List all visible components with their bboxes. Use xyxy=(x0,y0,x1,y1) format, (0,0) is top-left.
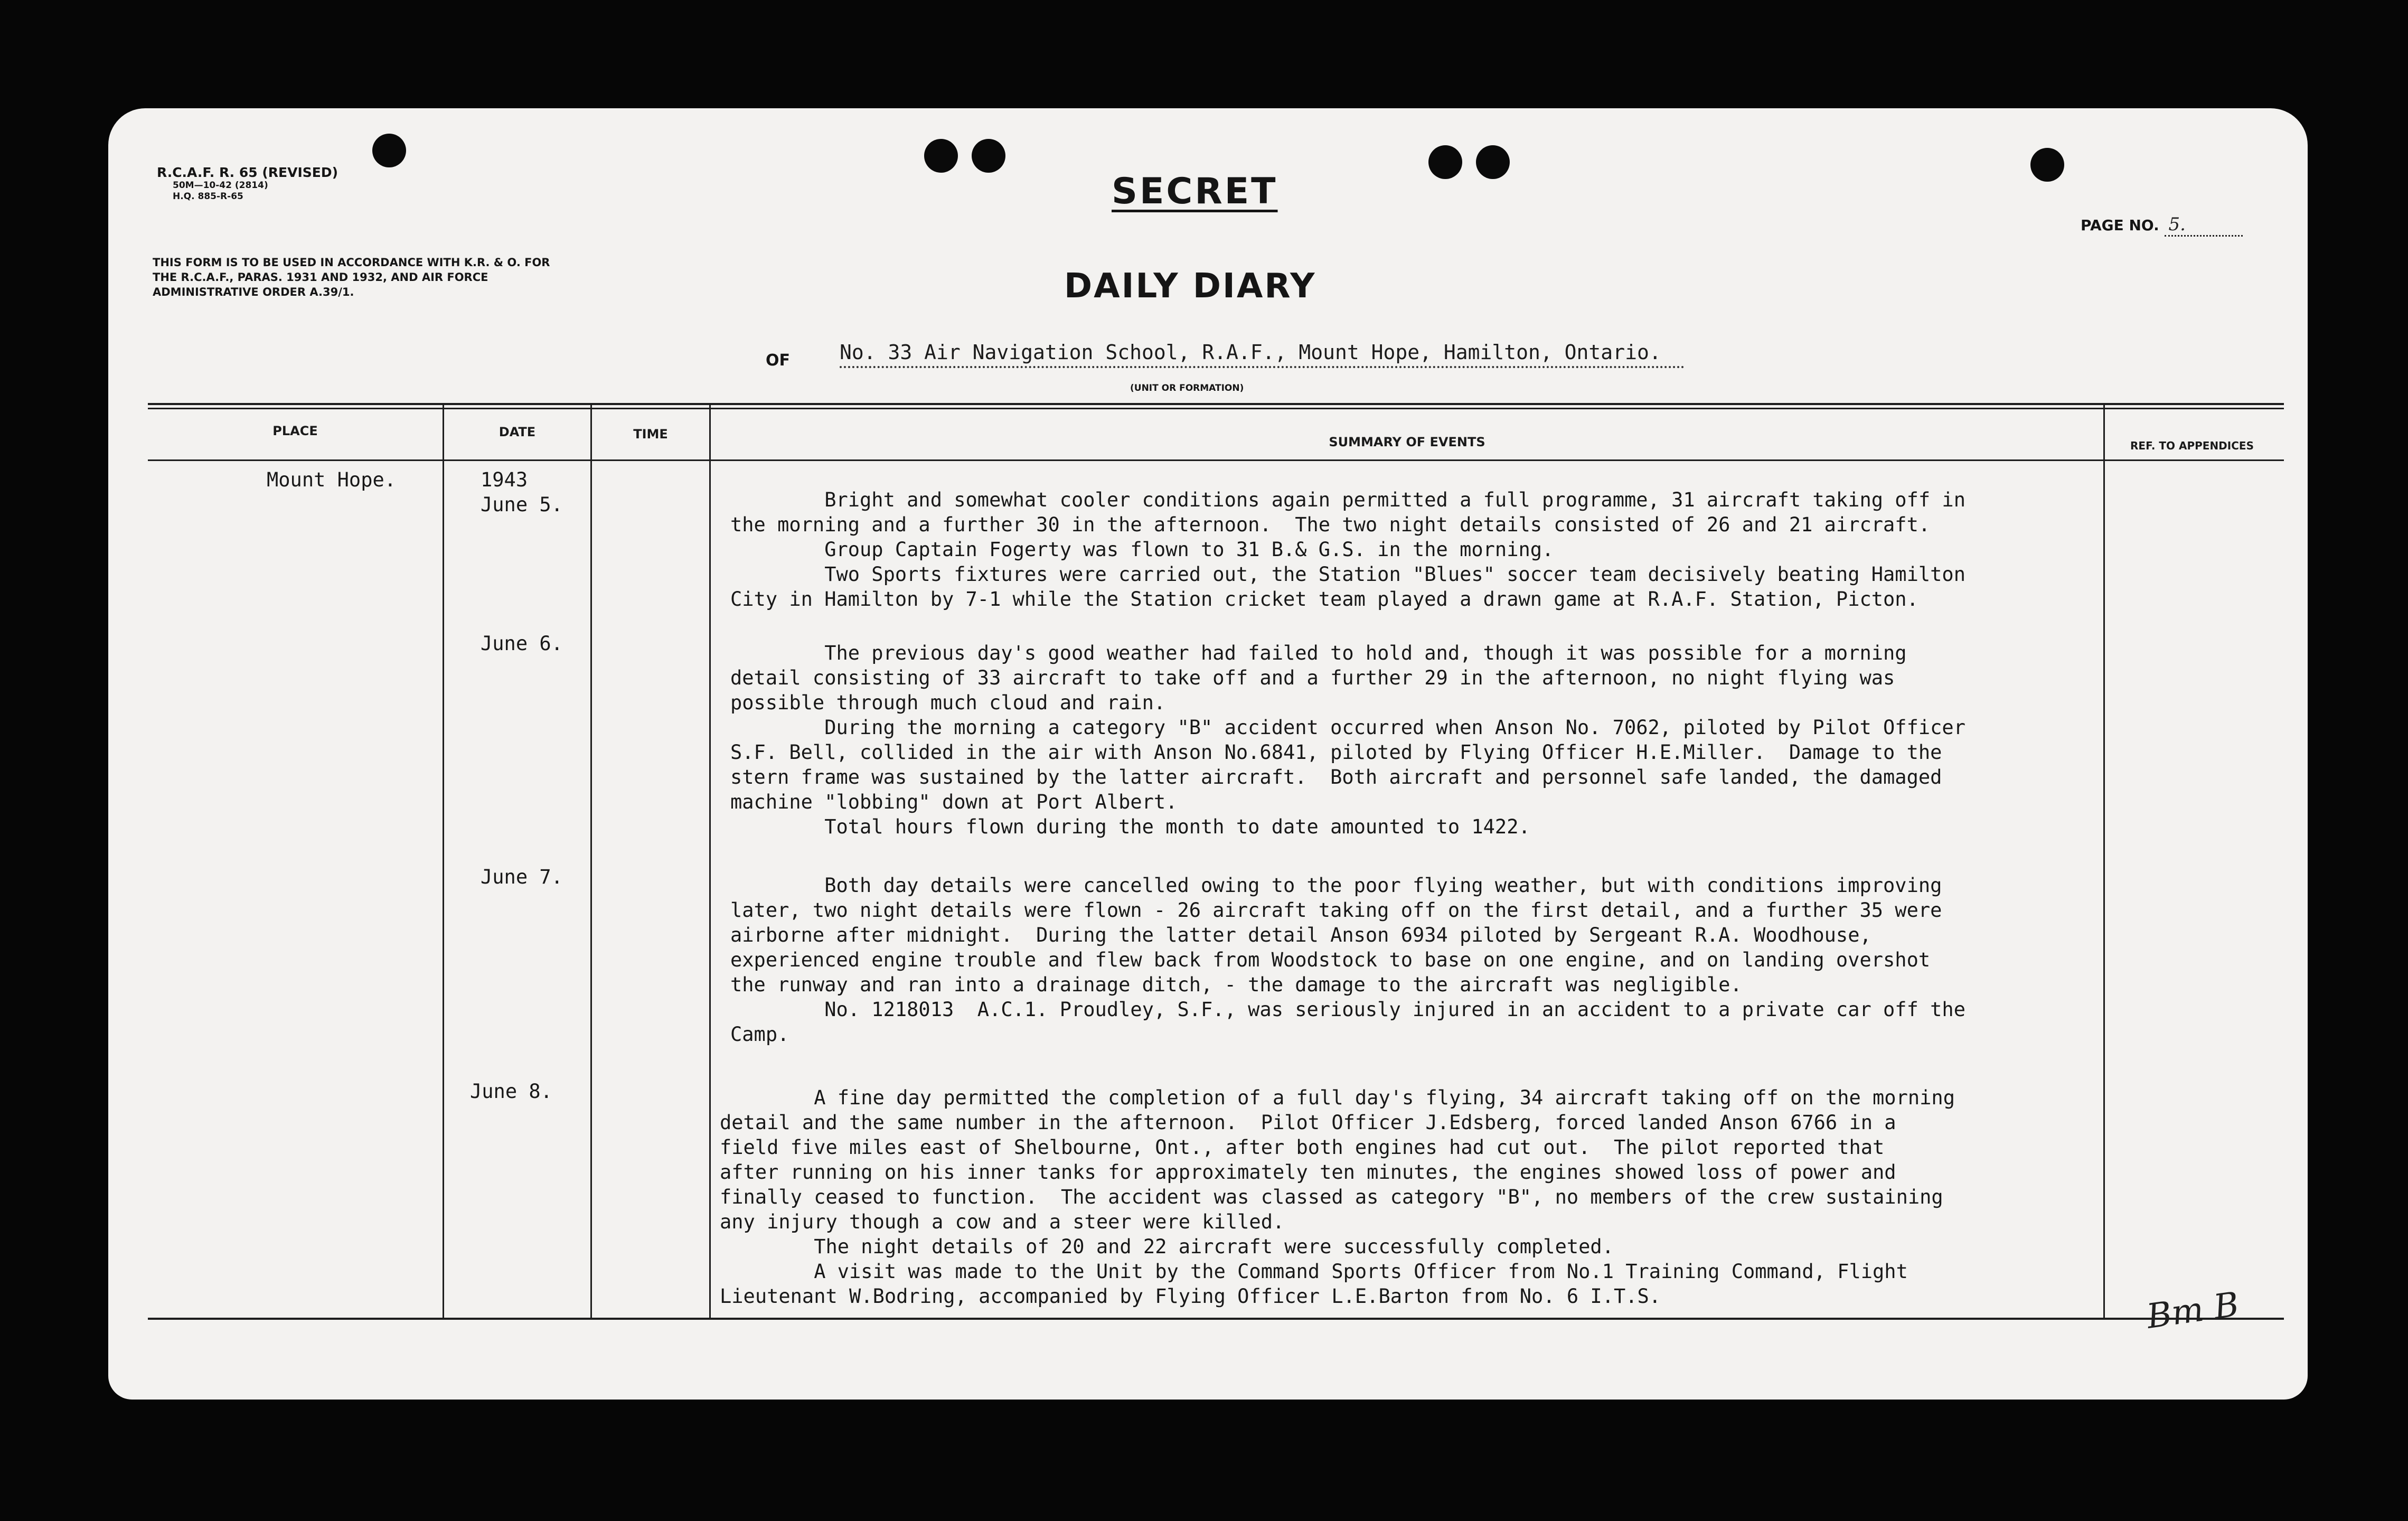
summary-line: Lieutenant W.Bodring, accompanied by Flying Officer L.E.Barton from No. 6 I.T.S. xyxy=(720,1285,1661,1308)
unit-name: No. 33 Air Navigation School, R.A.F., Mount Hope, Hamilton, Ontario. xyxy=(840,341,1685,368)
summary-line: airborne after midnight. During the latter detail Anson 6934 piloted by Sergeant R.A. Woodhouse, xyxy=(730,924,1871,946)
table-bottom-rule xyxy=(148,1318,2284,1320)
diary-form-sheet xyxy=(108,108,2308,1400)
summary-line: field five miles east of Shelbourne, Ont., after both engines had cut out. The pilot reported that xyxy=(720,1136,1885,1159)
summary-line: Camp. xyxy=(730,1023,789,1046)
entry-date: June 6. xyxy=(481,632,563,655)
summary-line: the morning and a further 30 in the afternoon. The two night details consisted of 26 and 21 aircraft. xyxy=(730,513,1931,536)
column-header-summary: SUMMARY OF EVENTS xyxy=(1329,435,1485,449)
handwritten-initials: Bm B xyxy=(2144,1285,2242,1337)
summary-line: Both day details were cancelled owing to the poor flying weather, but with conditions improving xyxy=(730,874,1942,897)
summary-line: The night details of 20 and 22 aircraft were successfully completed. xyxy=(720,1235,1614,1258)
summary-line: the runway and ran into a drainage ditch, - the damage to the aircraft was negligible. xyxy=(730,973,1742,996)
unit-caption: (UNIT OR FORMATION) xyxy=(1130,383,1244,393)
column-divider xyxy=(709,404,711,1319)
page-title: DAILY DIARY xyxy=(1064,267,1316,306)
punch-hole xyxy=(924,139,958,173)
page-number-label: PAGE NO. xyxy=(2081,217,2159,234)
summary-line: Bright and somewhat cooler conditions again permitted a full programme, 31 aircraft taking off in xyxy=(730,489,1965,511)
summary-line: detail consisting of 33 aircraft to take off and a further 29 in the afternoon, no night flying was xyxy=(730,666,1895,689)
column-header-time: TIME xyxy=(633,427,668,442)
entry-date-year: 1943 xyxy=(481,468,528,491)
entry-date: June 5. xyxy=(481,493,563,516)
table-top-rule xyxy=(148,403,2284,405)
of-label: OF xyxy=(766,351,790,370)
summary-line: City in Hamilton by 7-1 while the Station cricket team played a drawn game at R.A.F. Station, Picton. xyxy=(730,588,1918,611)
column-header-date: DATE xyxy=(498,425,536,439)
summary-line: S.F. Bell, collided in the air with Anson No.6841, piloted by Flying Officer H.E.Miller. Damage to the xyxy=(730,741,1942,764)
entry-date: June 8. xyxy=(470,1080,552,1103)
form-code-line1: R.C.A.F. R. 65 (REVISED) xyxy=(157,165,338,180)
summary-line: detail and the same number in the afternoon. Pilot Officer J.Edsberg, forced landed Anson 6766 in a xyxy=(720,1111,1896,1134)
punch-hole xyxy=(372,134,406,167)
punch-hole xyxy=(1428,145,1462,179)
column-divider xyxy=(590,404,592,1319)
punch-hole xyxy=(972,139,1005,173)
summary-line: possible through much cloud and rain. xyxy=(730,691,1166,714)
page-number xyxy=(2081,214,2243,237)
column-header-place: PLACE xyxy=(272,424,318,438)
page-number-value: 5. xyxy=(2165,214,2243,237)
form-code xyxy=(157,165,338,202)
summary-line: machine "lobbing" down at Port Albert. xyxy=(730,791,1178,813)
summary-line: after running on his inner tanks for approximately ten minutes, the engines showed loss of power and xyxy=(720,1161,1896,1184)
summary-line: A visit was made to the Unit by the Command Sports Officer from No.1 Training Command, Flight xyxy=(720,1260,1908,1283)
classification-heading: SECRET xyxy=(1112,171,1278,212)
punch-hole xyxy=(1476,145,1510,179)
punch-hole xyxy=(2030,148,2064,182)
form-code-line3: H.Q. 885-R-65 xyxy=(173,191,243,202)
summary-line: Group Captain Fogerty was flown to 31 B.& G.S. in the morning. xyxy=(730,538,1554,561)
summary-line: No. 1218013 A.C.1. Proudley, S.F., was seriously injured in an accident to a private car off the xyxy=(730,998,1965,1021)
header-bottom-rule xyxy=(148,459,2284,461)
column-header-ref: REF. TO APPENDICES xyxy=(2130,439,2254,452)
summary-line: any injury though a cow and a steer were killed. xyxy=(720,1210,1285,1233)
summary-line: Two Sports fixtures were carried out, the Station "Blues" soccer team decisively beating Hamilton xyxy=(730,563,1965,586)
table-top-rule-2 xyxy=(148,408,2284,409)
summary-line: finally ceased to function. The accident was classed as category "B", no members of the crew sustaining xyxy=(720,1186,1943,1208)
entry-date: June 7. xyxy=(481,866,563,888)
summary-line: A fine day permitted the completion of a full day's flying, 34 aircraft taking off on the morning xyxy=(720,1086,1955,1109)
entry-place: Mount Hope. xyxy=(267,468,397,491)
summary-line: Total hours flown during the month to date amounted to 1422. xyxy=(730,815,1530,838)
summary-line: The previous day's good weather had failed to hold and, though it was possible for a morning xyxy=(730,642,1907,664)
summary-line: experienced engine trouble and flew back from Woodstock to base on one engine, and on landing overshot xyxy=(730,949,1931,971)
form-regulation-note: THIS FORM IS TO BE USED IN ACCORDANCE WITH K.R. & O. FOR THE R.C.A.F., PARAS. 1931 AND 1932, AND AIR FORCE ADMINISTRATIVE ORDER A.39/1. xyxy=(153,256,550,298)
column-divider xyxy=(2103,404,2105,1319)
summary-line: During the morning a category "B" accident occurred when Anson No. 7062, piloted by Pilot Officer xyxy=(730,716,1965,739)
summary-line: stern frame was sustained by the latter aircraft. Both aircraft and personnel safe landed, the damaged xyxy=(730,766,1942,788)
summary-line: later, two night details were flown - 26 aircraft taking off on the first detail, and a further 35 were xyxy=(730,899,1942,922)
column-divider xyxy=(443,404,444,1319)
form-code-line2: 50M—10-42 (2814) xyxy=(173,180,268,191)
